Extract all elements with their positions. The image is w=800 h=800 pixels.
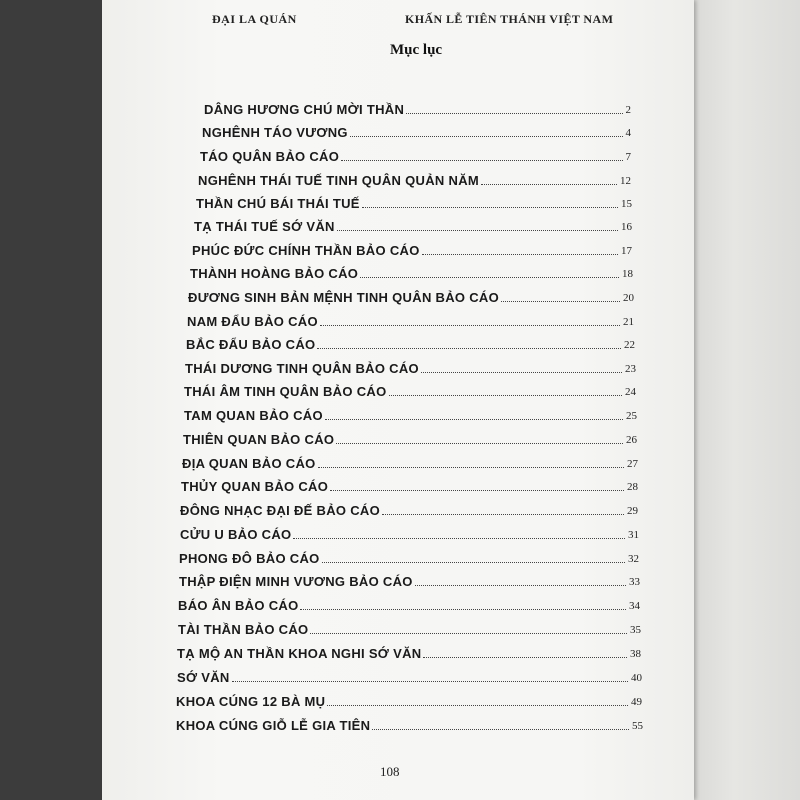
toc-entry-page: 12 (620, 175, 631, 187)
toc-entry-label: NAM ĐẨU BẢO CÁO (187, 314, 318, 329)
toc-entry-label: ĐỊA QUAN BẢO CÁO (182, 456, 316, 471)
leader-dots (300, 609, 626, 610)
toc-entry (183, 429, 637, 447)
toc-entry (186, 334, 635, 352)
leader-dots (336, 443, 623, 444)
leader-dots (372, 729, 629, 730)
toc-entry-label: ĐƯƠNG SINH BẢN MỆNH TINH QUÂN BẢO CÁO (188, 290, 500, 305)
toc-entry (198, 170, 631, 188)
toc-entry (184, 405, 637, 423)
leader-dots (317, 348, 621, 349)
toc-entry-page: 49 (631, 696, 642, 708)
toc-entry (192, 240, 632, 258)
leader-dots (337, 230, 618, 231)
toc-entry-label: ĐÔNG NHẠC ĐẠI ĐẾ BẢO CÁO (180, 503, 381, 518)
toc-entry (179, 548, 639, 566)
toc-entry-page: 28 (627, 481, 638, 493)
leader-dots (318, 467, 624, 468)
toc-entry-label: SỚ VĂN (177, 670, 230, 685)
leader-dots (362, 207, 618, 208)
leader-dots (293, 538, 625, 539)
toc-entry-page: 4 (625, 127, 631, 139)
toc-entry (182, 453, 638, 471)
toc-entry-label: THÀNH HOÀNG BẢO CÁO (190, 266, 359, 281)
toc-entry-page: 16 (621, 221, 632, 233)
toc-entry (176, 715, 643, 733)
toc-entry-page: 35 (630, 624, 641, 636)
leader-dots (406, 113, 622, 114)
toc-entry-page: 38 (630, 648, 641, 660)
toc-entry-page: 20 (623, 292, 634, 304)
toc-entry-page: 18 (622, 268, 633, 280)
leader-dots (501, 301, 620, 302)
toc-entry (196, 193, 632, 211)
toc-entry (200, 146, 631, 164)
leader-dots (481, 184, 617, 185)
toc-entry (177, 667, 642, 685)
toc-entry-page: 31 (628, 529, 639, 541)
toc-entry-page: 7 (625, 151, 631, 163)
toc-title: Mục lục (390, 42, 443, 58)
toc-entry-page: 32 (628, 553, 639, 565)
toc-entry-page: 17 (621, 245, 632, 257)
leader-dots (360, 277, 619, 278)
toc-entry-page: 22 (624, 339, 635, 351)
toc-entry (188, 287, 634, 305)
toc-entry-page: 33 (629, 576, 640, 588)
leader-dots (350, 136, 623, 137)
toc-entry (181, 476, 638, 494)
toc-entry-label: BÁO ÂN BẢO CÁO (178, 598, 299, 613)
leader-dots (415, 585, 626, 586)
toc-entry-label: TẠ MỘ AN THẦN KHOA NGHI SỚ VĂN (177, 646, 422, 661)
toc-entry-page: 27 (627, 458, 638, 470)
toc-entry-label: THỦY QUAN BẢO CÁO (181, 479, 329, 494)
toc-entry-label: PHONG ĐÔ BẢO CÁO (179, 551, 320, 566)
toc-entry (178, 595, 640, 613)
toc-entry-label: THÁI ÂM TINH QUÂN BẢO CÁO (184, 384, 387, 399)
toc-entry (187, 311, 634, 329)
toc-entry-page: 55 (632, 720, 643, 732)
leader-dots (232, 681, 628, 682)
toc-entry (190, 263, 633, 281)
toc-entry-label: THẬP ĐIỆN MINH VƯƠNG BẢO CÁO (179, 574, 413, 589)
leader-dots (320, 325, 620, 326)
toc-entry-label: TÁO QUÂN BẢO CÁO (200, 149, 340, 164)
page-number: 108 (380, 764, 400, 779)
toc-entry (184, 381, 636, 399)
leader-dots (422, 254, 618, 255)
toc-entry-label: THIÊN QUAN BẢO CÁO (183, 432, 335, 447)
toc-entry (185, 358, 636, 376)
leader-dots (341, 160, 622, 161)
toc-entry-page: 25 (626, 410, 637, 422)
toc-entry (178, 619, 641, 637)
toc-entry-label: NGHÊNH TÁO VƯƠNG (202, 125, 348, 140)
toc-entry (202, 122, 631, 140)
toc-entry-page: 26 (626, 434, 637, 446)
toc-entry (176, 691, 642, 709)
toc-entry-label: KHOA CÚNG 12 BÀ MỤ (176, 694, 326, 709)
leader-dots (382, 514, 624, 515)
toc-entry-label: THẦN CHÚ BÁI THÁI TUẾ (196, 196, 360, 211)
leader-dots (325, 419, 623, 420)
leader-dots (327, 705, 628, 706)
toc-entry-label: NGHÊNH THÁI TUẾ TINH QUÂN QUẢN NĂM (198, 173, 480, 188)
toc-entry-page: 29 (627, 505, 638, 517)
toc-entry-label: TẠ THÁI TUẾ SỚ VĂN (194, 219, 335, 234)
toc-entry (179, 571, 640, 589)
toc-entry-page: 24 (625, 386, 636, 398)
toc-entry (180, 500, 638, 518)
leader-dots (310, 633, 627, 634)
toc-entry-page: 21 (623, 316, 634, 328)
toc-entry-label: CỬU U BẢO CÁO (180, 527, 292, 542)
toc-entry-label: THÁI DƯƠNG TINH QUÂN BẢO CÁO (185, 361, 419, 376)
toc-entry-page: 15 (621, 198, 632, 210)
toc-entry-label: PHÚC ĐỨC CHÍNH THẦN BẢO CÁO (192, 243, 420, 258)
toc-entry-page: 34 (629, 600, 640, 612)
leader-dots (423, 657, 627, 658)
leader-dots (322, 562, 625, 563)
toc-entry (204, 99, 631, 117)
toc-entry-label: DÂNG HƯƠNG CHÚ MỜI THẦN (204, 102, 405, 117)
leader-dots (330, 490, 624, 491)
toc-entry-page: 2 (625, 104, 631, 116)
running-header-right: KHẤN LỄ TIÊN THÁNH VIỆT NAM (405, 12, 614, 26)
toc-entry-page: 40 (631, 672, 642, 684)
toc-entry-label: TAM QUAN BẢO CÁO (184, 408, 323, 423)
toc-entry-page: 23 (625, 363, 636, 375)
toc-entry (177, 643, 641, 661)
leader-dots (389, 395, 623, 396)
toc-entry-label: TÀI THẦN BẢO CÁO (178, 622, 309, 637)
toc-entry-label: KHOA CÚNG GIỖ LỄ GIA TIÊN (176, 718, 371, 733)
toc-entry (180, 524, 639, 542)
running-header-left: ĐẠI LA QUÁN (212, 12, 297, 26)
leader-dots (421, 372, 622, 373)
toc-entry-label: BẮC ĐẨU BẢO CÁO (186, 337, 316, 352)
toc-entry (194, 216, 632, 234)
